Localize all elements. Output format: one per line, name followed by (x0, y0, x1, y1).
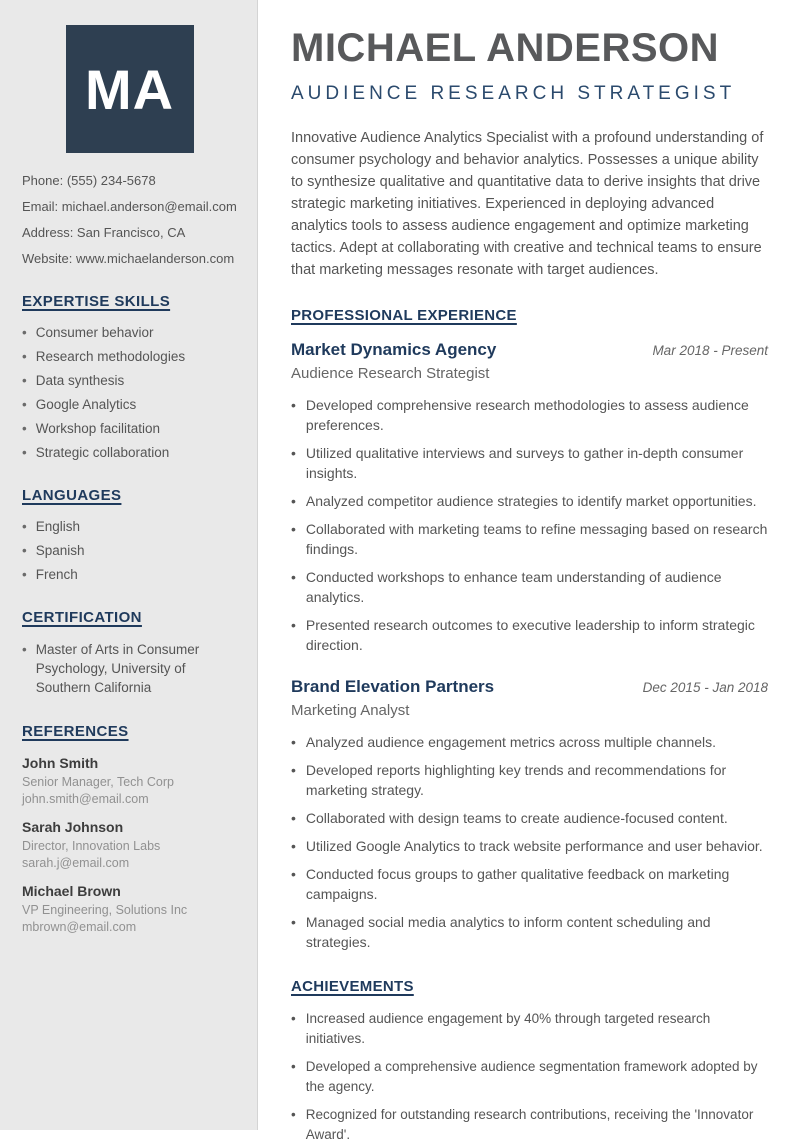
job-bullet (291, 808, 768, 828)
achievement-item (291, 1009, 768, 1049)
job-bullet (291, 519, 768, 559)
job-bullet-text: Managed social media analytics to inform content scheduling and strategies. (305, 914, 711, 950)
achievement-text: Recognized for outstanding research contributions, receiving the 'Innovator Award'. (305, 1107, 754, 1142)
company-name: Market Dynamics Agency (291, 340, 497, 359)
reference-name: John Smith (22, 755, 99, 771)
person-name: MICHAEL ANDERSON (291, 26, 720, 70)
bullet-icon: • (291, 493, 296, 509)
bullet-icon: • (22, 421, 27, 436)
skill-item (22, 420, 237, 437)
bullet-icon: • (291, 838, 296, 854)
skill-item (22, 396, 237, 413)
bullet-icon: • (291, 617, 296, 633)
reference-entry (22, 818, 237, 872)
sidebar-section-title-references: REFERENCES (22, 723, 129, 740)
sidebar (0, 0, 258, 1130)
skill-label: Strategic collaboration (35, 445, 170, 460)
contact-website: Website: www.michaelanderson.com (22, 251, 235, 266)
job-role: Marketing Analyst (291, 702, 410, 719)
reference-entry (22, 882, 237, 936)
skill-label: Workshop facilitation (35, 421, 161, 436)
language-label: Spanish (35, 543, 85, 558)
job-bullet-text: Developed reports highlighting key trends and recommendations for marketing strategy. (305, 762, 727, 798)
job-entry (291, 677, 768, 952)
reference-name: Michael Brown (22, 883, 121, 899)
bullet-icon: • (291, 734, 296, 750)
bullet-icon: • (291, 1011, 296, 1026)
achievement-text: Increased audience engagement by 40% through targeted research initiatives. (305, 1011, 711, 1046)
reference-role: Director, Innovation Labs (22, 839, 161, 853)
contact-phone: Phone: (555) 234-5678 (22, 173, 156, 188)
bullet-icon: • (291, 914, 296, 930)
bullet-icon: • (22, 543, 27, 558)
job-bullet-text: Presented research outcomes to executive leadership to inform strategic direction. (305, 617, 755, 653)
bullet-icon: • (291, 569, 296, 585)
job-bullet-text: Utilized qualitative interviews and surveys to gather in-depth consumer insights. (305, 445, 744, 481)
contact-address: Address: San Francisco, CA (22, 225, 186, 240)
skill-label: Google Analytics (35, 397, 137, 412)
bullet-icon: • (22, 567, 27, 582)
sidebar-section-title-languages: LANGUAGES (22, 487, 122, 504)
bullet-icon: • (22, 325, 27, 340)
person-title: AUDIENCE RESEARCH STRATEGIST (291, 83, 736, 104)
job-bullet (291, 760, 768, 800)
job-header (291, 340, 768, 360)
language-item (22, 566, 237, 583)
job-bullet (291, 443, 768, 483)
job-bullet-text: Analyzed audience engagement metrics across multiple channels. (305, 734, 717, 750)
skill-item (22, 348, 237, 365)
achievement-item (291, 1105, 768, 1145)
reference-email: john.smith@email.com (22, 792, 149, 806)
skill-item (22, 444, 237, 461)
certification-item (22, 640, 237, 697)
company-name: Brand Elevation Partners (291, 677, 495, 696)
skill-label: Data synthesis (35, 373, 125, 388)
job-bullet (291, 395, 768, 435)
job-bullet-text: Collaborated with design teams to create audience-focused content. (305, 810, 728, 826)
job-bullet-text: Collaborated with marketing teams to refine messaging based on research findings. (305, 521, 768, 557)
job-bullet (291, 567, 768, 607)
avatar-initials: MA (84, 57, 175, 121)
skill-item (22, 324, 237, 341)
reference-role: VP Engineering, Solutions Inc (22, 903, 188, 917)
language-label: French (35, 567, 78, 582)
avatar (66, 25, 194, 153)
contact-email: Email: michael.anderson@email.com (22, 199, 237, 214)
section-title-achievements: ACHIEVEMENTS (291, 978, 414, 995)
job-bullet (291, 491, 768, 511)
achievements-list (291, 1009, 768, 1145)
reference-role: Senior Manager, Tech Corp (22, 775, 174, 789)
bullet-icon: • (291, 397, 296, 413)
skills-list (22, 324, 237, 461)
job-bullet (291, 864, 768, 904)
job-role: Audience Research Strategist (291, 365, 490, 382)
job-bullet-text: Conducted focus groups to gather qualitative feedback on marketing campaigns. (305, 866, 730, 902)
job-entry (291, 340, 768, 655)
bullet-icon: • (291, 445, 296, 461)
bullet-icon: • (291, 866, 296, 882)
bullet-icon: • (291, 762, 296, 778)
sidebar-section-title-skills: EXPERTISE SKILLS (22, 293, 171, 310)
bullet-icon: • (291, 1059, 296, 1074)
references-list (22, 754, 237, 936)
job-bullet (291, 732, 768, 752)
job-dates: Mar 2018 - Present (652, 343, 768, 358)
job-header (291, 677, 768, 697)
reference-email: mbrown@email.com (22, 920, 137, 934)
reference-name: Sarah Johnson (22, 819, 124, 835)
bullet-icon: • (22, 373, 27, 388)
contact-info (22, 173, 237, 267)
bullet-icon: • (291, 1107, 296, 1122)
job-bullet (291, 912, 768, 952)
skill-label: Consumer behavior (35, 325, 154, 340)
job-bullet-text: Utilized Google Analytics to track website performance and user behavior. (305, 838, 763, 854)
reference-entry (22, 754, 237, 808)
bullet-icon: • (22, 642, 27, 657)
language-label: English (35, 519, 81, 534)
job-bullet-text: Conducted workshops to enhance team understanding of audience analytics. (305, 569, 722, 605)
job-bullet-text: Developed comprehensive research methodologies to assess audience preferences. (305, 397, 749, 433)
bullet-icon: • (291, 521, 296, 537)
achievement-text: Developed a comprehensive audience segmentation framework adopted by the agency. (305, 1059, 758, 1094)
achievement-item (291, 1057, 768, 1097)
summary-text: Innovative Audience Analytics Specialist with a profound understanding of consumer psychology and behavior analytics. Possesses a unique ability to synthesize qualitative and quantitative data to derive insights that drive strategic marketing initiatives. Experienced in deploying advanced analytics tools to assess audience engagement and optimize marketing tactics. Adept at collaborating with creative and technical teams to ensure that marketing messages resonate with target audiences. (291, 130, 764, 278)
bullet-icon: • (22, 445, 27, 460)
bullet-icon: • (22, 397, 27, 412)
section-title-professional-experience: PROFESSIONAL EXPERIENCE (291, 307, 517, 324)
language-item (22, 518, 237, 535)
language-item (22, 542, 237, 559)
bullet-icon: • (22, 519, 27, 534)
main-content (258, 0, 800, 1142)
bullet-icon: • (291, 810, 296, 826)
job-bullet (291, 836, 768, 856)
job-bullet (291, 615, 768, 655)
bullet-icon: • (22, 349, 27, 364)
languages-list (22, 518, 237, 583)
sidebar-section-title-certification: CERTIFICATION (22, 609, 142, 626)
job-dates: Dec 2015 - Jan 2018 (642, 680, 768, 695)
skill-label: Research methodologies (35, 349, 186, 364)
job-bullet-list (291, 732, 768, 952)
job-bullet-list (291, 395, 768, 655)
job-bullet-text: Analyzed competitor audience strategies to identify market opportunities. (305, 493, 757, 509)
reference-email: sarah.j@email.com (22, 856, 130, 870)
skill-item (22, 372, 237, 389)
certification-list (22, 640, 237, 697)
certification-label: Master of Arts in Consumer Psychology, University of Southern California (35, 642, 200, 695)
